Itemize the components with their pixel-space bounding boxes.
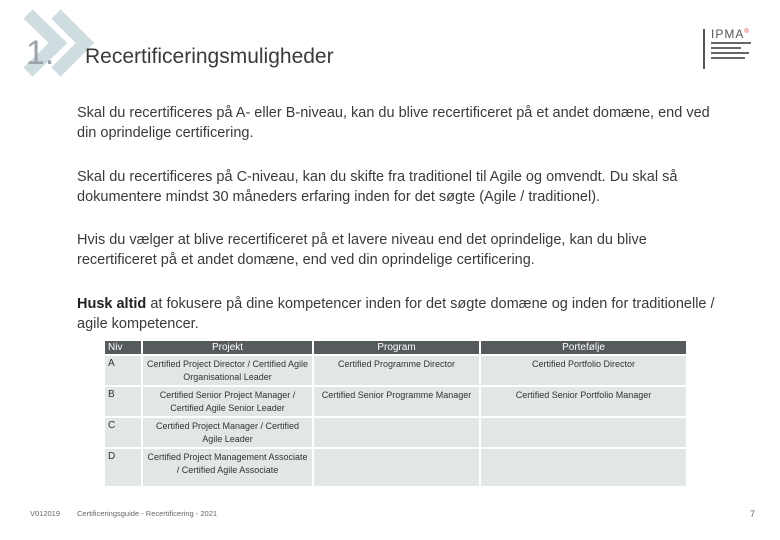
cell-portefolje [481, 449, 686, 486]
slide-number: 1. [26, 34, 55, 72]
header-portefolje: Portefølje [481, 341, 686, 354]
cell-portefolje: Certified Senior Portfolio Manager [481, 387, 686, 416]
cell-projekt: Certified Project Director / Certified Agile Organisational Leader [143, 356, 312, 385]
cell-projekt: Certified Senior Project Manager / Certified Agile Senior Leader [143, 387, 312, 416]
table-row [105, 418, 686, 447]
paragraph-domain-change: Skal du recertificeres på A- eller B-niveau, kan du blive recertificeret på et andet domæne, end ved din oprindelige certificering. [77, 105, 710, 141]
table-row [105, 387, 686, 416]
cell-niv: B [105, 387, 141, 416]
cell-program: Certified Programme Director [314, 356, 479, 385]
cell-projekt: Certified Project Management Associate / Certified Agile Associate [143, 449, 312, 486]
cell-portefolje: Certified Portfolio Director [481, 356, 686, 385]
reminder-text: at fokusere på dine kompetencer inden for det søgte domæne og inden for traditionelle / agile kompetencer. [77, 296, 715, 332]
page-number: 7 [750, 509, 756, 519]
reminder-bold: Husk altid [77, 296, 147, 312]
header-niv: Niv [105, 341, 141, 354]
header-program: Program [314, 341, 479, 354]
cell-program [314, 449, 479, 486]
paragraph-agile-switch: Skal du recertificeres på C-niveau, kan du skifte fra traditionel til Agile og omvendt. Du skal så dokumentere mindst 30 måneders erfaring inden for det søgte (Agile / traditionel). [77, 169, 678, 205]
cell-niv: A [105, 356, 141, 385]
certification-levels-table [103, 339, 688, 488]
cell-program: Certified Senior Programme Manager [314, 387, 479, 416]
logo-text: IPMA [711, 27, 745, 41]
cell-niv: C [105, 418, 141, 447]
ipma-logo: IPMA® [703, 27, 763, 71]
cell-portefolje [481, 418, 686, 447]
table-row [105, 449, 686, 486]
paragraph-lower-level: Hvis du vælger at blive recertificeret på et lavere niveau end det oprindelige, kan du blive recertificeret på et andet domæne, end ved din oprindelige certificering. [77, 232, 647, 268]
slide-title: Recertificeringsmuligheder [85, 45, 334, 68]
cell-projekt: Certified Project Manager / Certified Agile Leader [143, 418, 312, 447]
header-projekt: Projekt [143, 341, 312, 354]
footer-title: Certificeringsguide - Recertificering - 2021 [77, 509, 218, 518]
cell-program [314, 418, 479, 447]
table-row [105, 356, 686, 385]
table-header-row [105, 341, 686, 354]
cell-niv: D [105, 449, 141, 486]
footer-version: V012019 [30, 509, 61, 518]
paragraph-reminder [77, 294, 727, 334]
